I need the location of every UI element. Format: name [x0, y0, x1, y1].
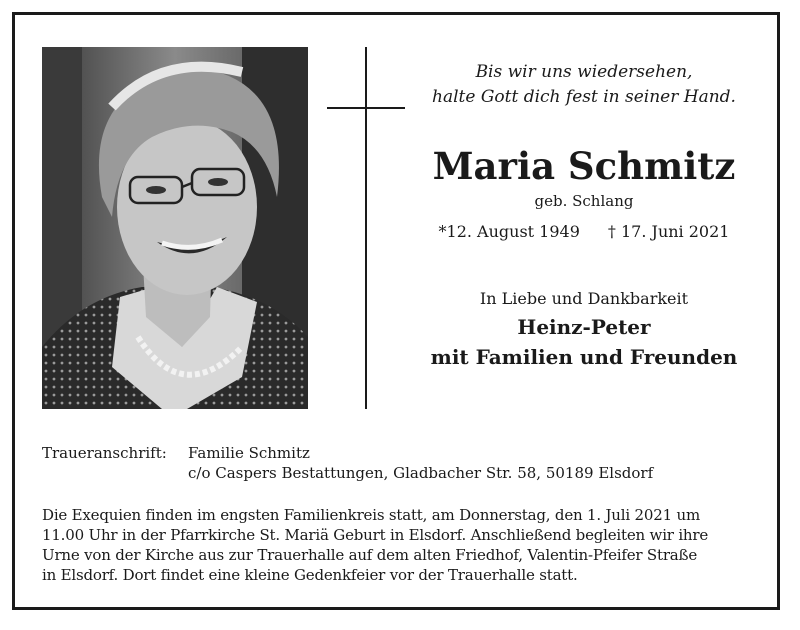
quote-line-1: Bis wir uns wiedersehen, — [475, 62, 693, 82]
funeral-notice — [42, 505, 762, 585]
notice-line-2: 11.00 Uhr in der Pfarrkirche St. Mariä Geburt in Elsdorf. Anschließend begleiten wir ihre — [42, 526, 709, 544]
mourners — [400, 312, 768, 372]
quote — [400, 60, 768, 110]
address-line-2: c/o Caspers Bestattungen, Gladbacher Str. 58, 50189 Elsdorf — [188, 464, 654, 482]
life-dates — [400, 222, 768, 241]
notice-line-4: in Elsdorf. Dort findet eine kleine Gedenkfeier vor der Trauerhalle statt. — [42, 566, 578, 584]
address-line-1: Familie Schmitz — [188, 444, 310, 462]
mourner-family: mit Familien und Freunden — [430, 345, 738, 369]
deceased-name: Maria Schmitz — [432, 144, 736, 188]
obituary-header — [400, 60, 768, 372]
birth-date: *12. August 1949 — [438, 222, 580, 241]
notice-line-1: Die Exequien finden im engsten Familienkreis statt, am Donnerstag, den 1. Juli 2021 um — [42, 506, 700, 524]
address-lines — [188, 443, 653, 483]
quote-line-2: halte Gott dich fest in seiner Hand. — [432, 87, 736, 107]
condolence-address — [42, 443, 762, 483]
mourner-name: Heinz-Peter — [517, 315, 651, 339]
address-label: Traueranschrift: — [42, 444, 167, 462]
mourners-intro: In Liebe und Dankbarkeit — [479, 289, 689, 308]
cross-vertical-bar — [365, 47, 367, 409]
portrait-photo — [42, 47, 308, 409]
maiden-name: geb. Schlang — [534, 192, 634, 210]
death-date: † 17. Juni 2021 — [607, 222, 730, 241]
notice-line-3: Urne von der Kirche aus zur Trauerhalle auf dem alten Friedhof, Valentin-Pfeifer Straße — [42, 546, 698, 564]
cross-horizontal-bar — [327, 107, 405, 109]
